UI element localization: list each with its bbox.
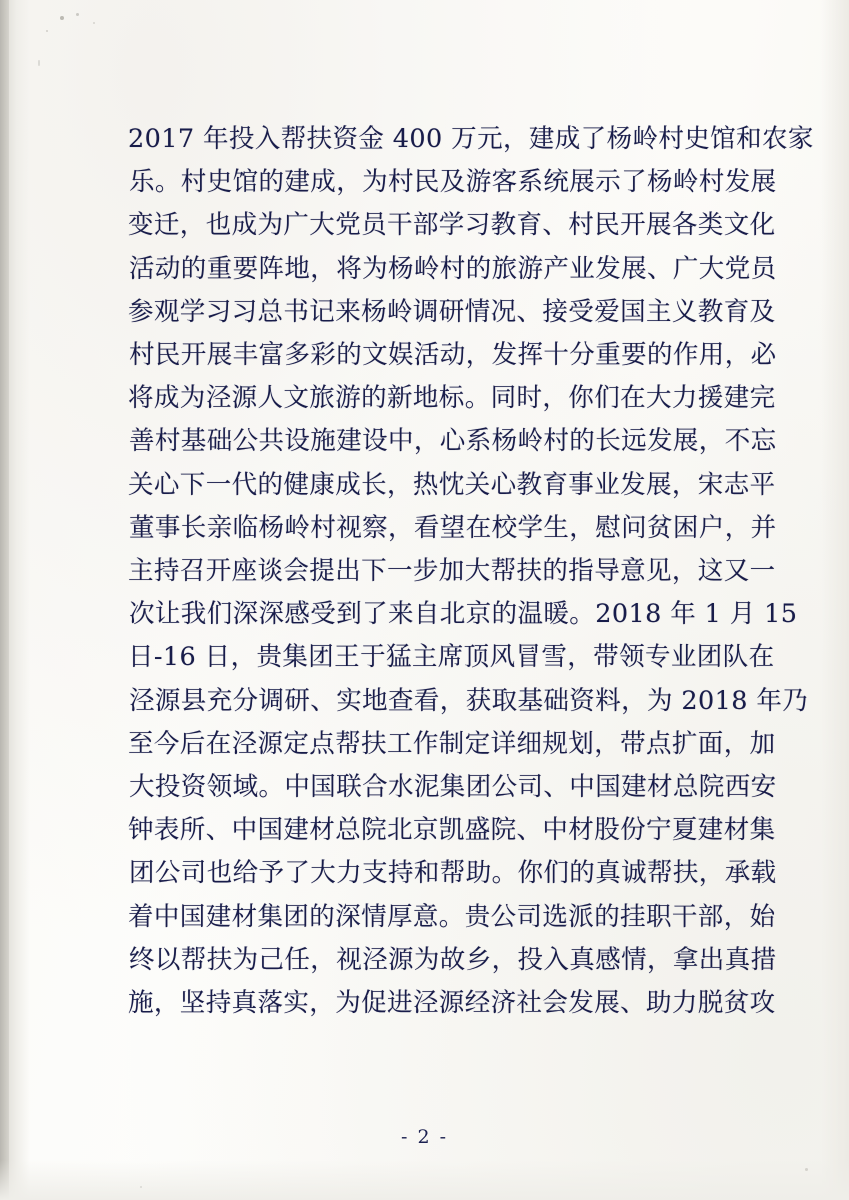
body-line: 活动的重要阵地，将为杨岭村的旅游产业发展、广大党员: [129, 253, 777, 284]
scan-speckle: [93, 22, 95, 24]
letter-body-text: [128, 118, 814, 1025]
body-line: 大投资领域。中国联合水泥集团公司、中国建材总院西安: [129, 772, 777, 803]
scan-right-edge-shadow: [821, 0, 849, 1200]
body-line: 钟表所、中国建材总院北京凯盛院、中材股份宁夏建材集: [128, 815, 776, 846]
scan-speckle: [805, 1168, 808, 1171]
body-line: 变迁，也成为广大党员干部学习教育、村民开展各类文化: [128, 210, 776, 241]
scan-speckle: [76, 13, 79, 16]
body-line: 村民开展丰富多彩的文娱活动，发挥十分重要的作用，必: [129, 340, 777, 371]
scan-speckle: [140, 1186, 142, 1188]
body-line: 团公司也给予了大力支持和帮助。你们的真诚帮扶，承载: [129, 858, 777, 889]
body-line: 终以帮扶为己任，视泾源为故乡，投入真感情，拿出真措: [129, 944, 777, 975]
page-number: - 2 -: [400, 1126, 448, 1148]
scan-left-edge-dark: [0, 0, 9, 1200]
scan-speckle: [60, 16, 64, 20]
body-line: 泾源县充分调研、实地查看，获取基础资料，为 2018 年乃: [129, 685, 809, 716]
body-line: 将成为泾源人文旅游的新地标。同时，你们在大力援建完: [128, 383, 776, 414]
body-line: 2017 年投入帮扶资金 400 万元，建成了杨岭村史馆和农家: [128, 124, 814, 154]
body-line: 善村基础公共设施建设中，心系杨岭村的长远发展，不忘: [129, 426, 777, 457]
body-line: 日-16 日，贵集团王于猛主席顶风冒雪，带领专业团队在: [128, 642, 775, 673]
body-line: 次让我们深深感受到了来自北京的温暖。2018 年 1 月 15: [129, 599, 798, 630]
body-line: 施，坚持真落实，为促进泾源经济社会发展、助力脱贫攻: [128, 988, 776, 1019]
scan-bottom-shadow: [0, 1160, 849, 1200]
body-line: 参观学习习总书记来杨岭调研情况、接受爱国主义教育及: [128, 296, 776, 327]
body-line: 董事长亲临杨岭村视察，看望在校学生，慰问贫困户，并: [129, 512, 777, 543]
body-line: 乐。村史馆的建成，为村民及游客系统展示了杨岭村发展: [129, 167, 777, 198]
scan-speckle: [46, 30, 48, 32]
body-line: 至今后在泾源定点帮扶工作制定详细规划，带点扩面，加: [128, 728, 776, 759]
body-line: 着中国建材集团的深情厚意。贵公司选派的挂职干部，始: [128, 901, 776, 932]
body-line: 主持召开座谈会提出下一步加大帮扶的指导意见，这又一: [128, 556, 776, 587]
body-line: 关心下一代的健康成长，热忱关心教育事业发展，宋志平: [128, 469, 776, 500]
scan-speckle: [38, 60, 40, 66]
